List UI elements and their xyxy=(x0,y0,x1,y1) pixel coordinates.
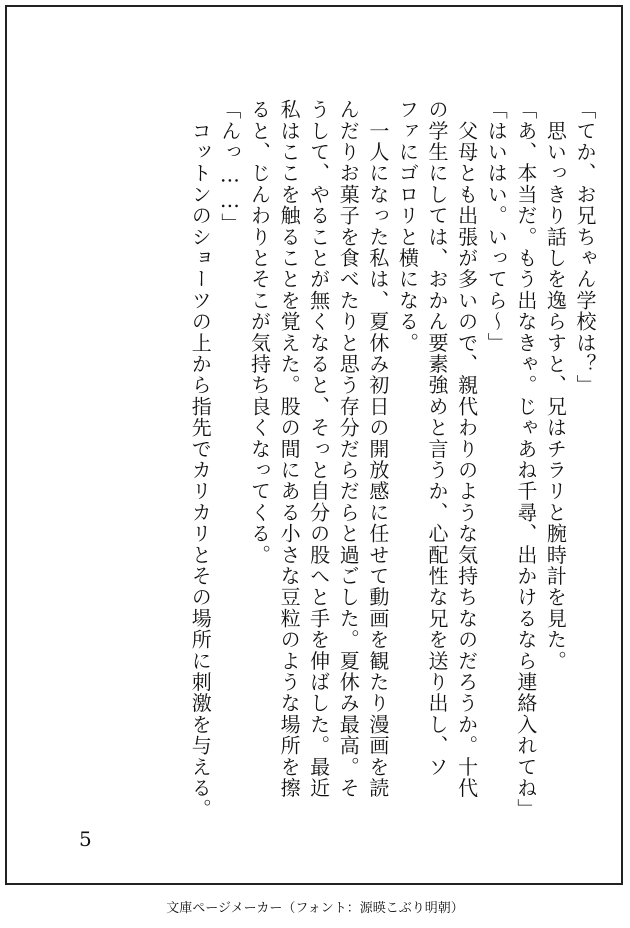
page-number: 5 xyxy=(79,827,92,851)
text-line: んだりお菓子を食べたりと思う存分だらだらと過ごした。夏休み最高。そ xyxy=(336,99,361,799)
page-frame xyxy=(5,5,623,885)
footer-caption: 文庫ページメーカー（フォント：源暎こぶり明朝） xyxy=(166,901,464,916)
text-line: 思いっきり話しを逸らすと、兄はチラリと腕時計を見た。 xyxy=(543,99,568,672)
text-line: 私はここを触ることを覚えた。股の間にある小さな豆粒のような場所を擦 xyxy=(277,99,302,799)
vertical-text-body xyxy=(75,99,595,819)
text-line: 一人になった私は、夏休み初日の開放感に任せて動画を観たり漫画を読 xyxy=(365,99,390,799)
text-line: 「はいはい。いってら～」 xyxy=(484,99,509,354)
text-line: 父母とも出張が多いので、親代わりのような気持ちなのだろうか。十代 xyxy=(454,99,479,799)
text-line: ファにゴロリと横になる。 xyxy=(395,99,420,354)
text-line: コットンのショーツの上から指先でカリカリとその場所に刺激を与える。 xyxy=(188,99,213,820)
text-line: 「てか、お兄ちゃん学校は？」 xyxy=(573,99,597,396)
text-line: 「あ、本当だ。もう出なきゃ。じゃあね千尋、出かけるなら連絡入れてね」 xyxy=(513,99,538,820)
text-line: 「んっ……」 xyxy=(217,99,242,235)
text-line: うして、やることが無くなると、そっと自分の股へと手を伸ばした。最近 xyxy=(306,99,331,799)
text-line: ると、じんわりとそこが気持ち良くなってくる。 xyxy=(247,99,272,566)
text-line: の学生にしては、おかん要素強めと言うか、心配性な兄を送り出し、ソ xyxy=(425,99,450,778)
